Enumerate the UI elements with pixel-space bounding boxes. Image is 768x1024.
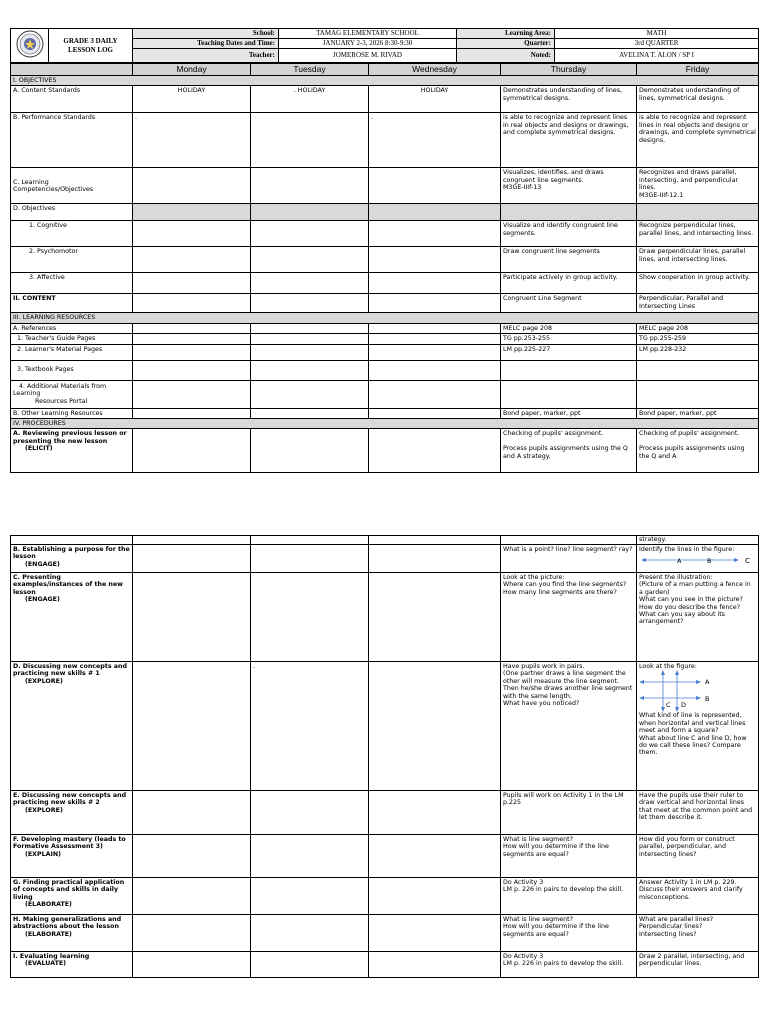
row-label [11, 952, 133, 978]
fig-d-label-d: D [681, 701, 687, 710]
row-d-objectives [11, 204, 759, 221]
fig-label-c: C [745, 557, 750, 566]
fri-a2: Process pupils assignments using the Q and A [639, 445, 745, 460]
cell-friday: Show cooperation in group activity. [637, 273, 759, 294]
cell-friday: Present the illustration: (Picture of a man putting a fence in a garden) What can you see in the picture? How do you describe the fence? What can you say about its arrangement? [637, 573, 759, 662]
cell-wednesday [369, 360, 501, 380]
row-content-standards [11, 86, 759, 113]
proc-b-sub: (ENGAGE) [25, 560, 60, 568]
thu-a1: Checking of pupils' assignment. [503, 430, 604, 438]
row-label: A. Content Standards [11, 86, 133, 113]
cell-thursday: Do Activity 3 LM p. 226 in pairs to develop the skill. [501, 952, 637, 978]
row-proc-e [11, 791, 759, 835]
proc-e-label: E. Discussing new concepts and practicing new skills # 2 [13, 792, 127, 807]
cell-wednesday [369, 573, 501, 662]
cell-friday: Draw 2 parallel, intersecting, and perpendicular lines. [637, 952, 759, 978]
friday-code: M3GE-IIIf-12.1 [639, 191, 684, 199]
title-line-2: LESSON LOG [68, 45, 113, 54]
row-proc-a [11, 429, 759, 473]
proc-e-sub: (EXPLORE) [25, 806, 63, 814]
area-value: MATH [555, 29, 759, 39]
row-label [11, 878, 133, 915]
cell-friday [637, 168, 759, 204]
cell-tuesday [251, 545, 369, 573]
row-label: B. Other Learning Resources [11, 408, 133, 418]
row-other-resources [11, 408, 759, 418]
cell-thursday [501, 429, 637, 473]
cell-monday [133, 835, 251, 878]
shade [637, 204, 759, 221]
cell-tuesday [251, 878, 369, 915]
row-label [11, 380, 133, 408]
row-label: A. References [11, 323, 133, 333]
row-competencies [11, 168, 759, 204]
row-label [11, 791, 133, 835]
cell-wednesday [369, 915, 501, 952]
perpendicular-lines-figure [639, 670, 755, 712]
cell-tuesday [251, 168, 369, 204]
cell-tuesday [251, 915, 369, 952]
proc-d-label: D. Discussing new concepts and practicing new skills # 1 [13, 663, 128, 678]
proc-b-label: B. Establishing a purpose for the lesson [13, 546, 130, 561]
cell-monday [133, 573, 251, 662]
corner-cell [11, 64, 133, 76]
lesson-log-title [49, 29, 133, 63]
row-cognitive [11, 221, 759, 247]
row-label: II. CONTENT [11, 294, 133, 313]
row-proc-c [11, 573, 759, 662]
fig-label-b: B [707, 557, 712, 566]
fig-d-label-a: A [705, 678, 710, 687]
noted-label: Noted: [457, 49, 555, 63]
row-label [11, 545, 133, 573]
cell-thursday [501, 168, 637, 204]
cell-monday [133, 380, 251, 408]
header-table [10, 28, 759, 63]
cell-thursday: Bond paper, marker, ppt [501, 408, 637, 418]
fri-a1: Checking of pupils' assignment. [639, 430, 740, 438]
row-continuation [11, 536, 759, 545]
cell-friday: Bond paper, marker, ppt [637, 408, 759, 418]
dates-value: JANUARY 2-3, 2026 8:30-9:30 [279, 39, 457, 49]
cell-thursday: Do Activity 3 LM p. 226 in pairs to develop the skill. [501, 878, 637, 915]
dates-label: Teaching Dates and Time: [133, 39, 279, 49]
cell-thursday: Draw congruent line segments [501, 247, 637, 273]
cell-thursday: MELC page 208 [501, 323, 637, 333]
cell-thursday: Have pupils work in pairs. (One partner draws a line segment the other will measure the line segment. Then he/she draws another line segment with the same length. What have you noticed? [501, 662, 637, 791]
cell-monday [133, 294, 251, 313]
area-label: Learning Area: [457, 29, 555, 39]
cell-tuesday [251, 113, 369, 168]
cell-monday [133, 791, 251, 835]
cell-thursday: is able to recognize and represent lines in real objects and designs or drawings, and complete symmetrical designs. [501, 113, 637, 168]
row-label [11, 835, 133, 878]
cell-wednesday [369, 952, 501, 978]
row-additional-materials [11, 380, 759, 408]
proc-a-sub: (ELICIT) [25, 445, 53, 453]
cell-monday [133, 429, 251, 473]
row-proc-f [11, 835, 759, 878]
day-thursday: Thursday [501, 64, 637, 76]
proc-i-sub: (EVALUATE) [25, 960, 67, 968]
day-monday: Monday [133, 64, 251, 76]
cell-friday [637, 429, 759, 473]
cell-monday [133, 408, 251, 418]
row-learners-material [11, 344, 759, 360]
cell-thursday: Pupils will work on Activity 1 in the LM p.225 [501, 791, 637, 835]
cell-friday: Recognize perpendicular lines, parallel lines, and intersecting lines. [637, 221, 759, 247]
cell-tuesday [251, 323, 369, 333]
cell-monday [133, 545, 251, 573]
deped-seal [11, 29, 49, 63]
title-line-1: GRADE 3 DAILY [63, 36, 118, 45]
cell-label [11, 536, 133, 545]
day-friday: Friday [637, 64, 759, 76]
cell-tuesday [251, 952, 369, 978]
cell-wednesday: HOLIDAY [369, 86, 501, 113]
cell-friday: TG pp.255-259 [637, 334, 759, 344]
cell-monday [133, 247, 251, 273]
cell-wednesday [369, 323, 501, 333]
proc-h-label: H. Making generalizations and abstractions about the lesson [13, 916, 122, 931]
additional-label-1: 4. Additional Materials from Learning [13, 383, 107, 398]
school-value: TAMAG ELEMENTARY SCHOOL [279, 29, 457, 39]
cell-thursday [501, 360, 637, 380]
quarter-label: Quarter: [457, 39, 555, 49]
cell-wednesday: . [369, 113, 501, 168]
row-proc-b [11, 545, 759, 573]
friday-competency: Recognizes and draws parallel, intersecting, and perpendicular lines. [639, 169, 739, 192]
cell-wednesday [369, 221, 501, 247]
cell-thursday: What is line segment? How will you determine if the line segments are equal? [501, 915, 637, 952]
days-header-row [11, 64, 759, 76]
additional-label-2: Resources Portal [35, 397, 88, 405]
thursday-competency: Visualizes, identifies, and draws congruent line segments. [503, 169, 604, 184]
page-1 [10, 28, 758, 473]
cell-monday [133, 334, 251, 344]
cell-friday: LM pp.228-232 [637, 344, 759, 360]
cell-tuesday [251, 429, 369, 473]
cell-wednesday [369, 662, 501, 791]
proc-g-label: G. Finding practical application of concepts and skills in daily living [13, 879, 125, 901]
section-procedures [11, 419, 759, 429]
row-content [11, 294, 759, 313]
row-label [11, 573, 133, 662]
cell-tuesday: . HOLIDAY [251, 86, 369, 113]
line-figure-abc [639, 555, 755, 565]
proc-i-label: I. Evaluating learning [13, 953, 90, 960]
cell-thursday [501, 380, 637, 408]
cell-monday [133, 273, 251, 294]
row-performance-standards [11, 113, 759, 168]
fig-d-label-c: C [666, 701, 671, 710]
cell-friday: MELC page 208 [637, 323, 759, 333]
page-2 [10, 535, 758, 978]
cell-wednesday [369, 545, 501, 573]
cell-tuesday [251, 360, 369, 380]
cell-thursday: Visualize and identify congruent line segments. [501, 221, 637, 247]
row-label [11, 429, 133, 473]
cell-friday: Have the pupils use their ruler to draw vertical and horizontal lines that meet at the common point and let them describe it. [637, 791, 759, 835]
cell-thursday: What is line segment? How will you determine if the line segments are equal? [501, 835, 637, 878]
proc-f-label: F. Developing mastery (leads to Formative Assessment 3) [13, 836, 126, 851]
row-proc-h [11, 915, 759, 952]
day-tuesday: Tuesday [251, 64, 369, 76]
teacher-label: Teacher: [133, 49, 279, 63]
cell-tuesday [251, 221, 369, 247]
cell-tuesday [251, 344, 369, 360]
cell-friday: What are parallel lines? Perpendicular lines? Intersecting lines? [637, 915, 759, 952]
cell-friday: Perpendicular, Parallel and Intersecting Lines [637, 294, 759, 313]
row-affective [11, 273, 759, 294]
cell-friday: Demonstrates understanding of lines, symmetrical designs. [637, 86, 759, 113]
cell-monday [133, 536, 251, 545]
cell-friday [637, 545, 759, 573]
fig-label-a: A [677, 557, 682, 566]
teacher-value: JOMEROSE M. RIVAD [279, 49, 457, 63]
cell-friday [637, 662, 759, 791]
cell-wednesday [369, 344, 501, 360]
cell-wednesday [369, 408, 501, 418]
cell-thursday: What is a point? line? line segment? ray? [501, 545, 637, 573]
cell-tuesday [251, 791, 369, 835]
cell-thursday: Look at the picture: Where can you find the line segments? How many line segments are there? [501, 573, 637, 662]
cell-thursday: TG pp.253-255 [501, 334, 637, 344]
proc-h-sub: (ELABORATE) [25, 930, 72, 938]
cell-wednesday [369, 380, 501, 408]
cell-wednesday [369, 294, 501, 313]
shade [369, 204, 501, 221]
proc-c-label: C. Presenting examples/instances of the new lesson [13, 574, 123, 596]
row-teachers-guide [11, 334, 759, 344]
row-references [11, 323, 759, 333]
cell-tuesday [251, 536, 369, 545]
cell-tuesday [251, 294, 369, 313]
row-proc-g [11, 878, 759, 915]
row-proc-d [11, 662, 759, 791]
cell-wednesday [369, 536, 501, 545]
quarter-value: 3rd QUARTER [555, 39, 759, 49]
cell-wednesday [369, 791, 501, 835]
row-proc-i [11, 952, 759, 978]
row-label: 3. Affective [11, 273, 133, 294]
cell-monday [133, 221, 251, 247]
cell-wednesday [369, 247, 501, 273]
resources-heading: III. LEARNING RESOURCES [11, 313, 759, 323]
section-resources [11, 313, 759, 323]
shade [501, 204, 637, 221]
cell-monday [133, 878, 251, 915]
shade [133, 204, 251, 221]
noted-value: AVELINA T. ALON / SP I [555, 49, 759, 63]
cell-friday: Draw perpendicular lines, parallel lines, and intersecting lines. [637, 247, 759, 273]
cell-monday [133, 662, 251, 791]
cell-monday [133, 323, 251, 333]
row-label: C. Learning Competencies/Objectives [11, 168, 133, 204]
cell-tuesday: . [251, 662, 369, 791]
cell-friday: How did you form or construct parallel, perpendicular, and intersecting lines? [637, 835, 759, 878]
school-label: School: [133, 29, 279, 39]
proc-d-sub: (EXPLORE) [25, 677, 63, 685]
fri-d-bottom: What kind of line is represented, when horizontal and vertical lines meet and form a square? What about line C and line D, how do we call these lines? Compare them. [639, 712, 747, 757]
shade [251, 204, 369, 221]
thu-a2: Process pupils assignments using the Q and A strategy. [503, 445, 628, 460]
row-label: 2. Psychomotor [11, 247, 133, 273]
fri-b-text: Identify the lines in the figure: [639, 546, 735, 553]
fri-d-top: Look at the figure: [639, 663, 697, 670]
cell-thursday [501, 536, 637, 545]
thursday-code: M3GE-IIIf-13 [503, 184, 542, 192]
cell-tuesday [251, 334, 369, 344]
cell-thursday: Demonstrates understanding of lines, symmetrical designs. [501, 86, 637, 113]
cell-monday [133, 360, 251, 380]
cell-tuesday [251, 573, 369, 662]
cell-friday [637, 360, 759, 380]
proc-a-label: A. Reviewing previous lesson or presenting the new lesson [13, 430, 127, 445]
cell-friday [637, 380, 759, 408]
procedures-heading: IV. PROCEDURES [11, 419, 759, 429]
lesson-table-page-2 [10, 535, 759, 978]
row-label: 2. Learner's Material Pages [11, 344, 133, 360]
row-label: B. Performance Standards [11, 113, 133, 168]
cell-thursday: Congruent Line Segment [501, 294, 637, 313]
d-objectives-label: D. Objectives [11, 204, 133, 221]
row-label [11, 915, 133, 952]
proc-g-sub: (ELABORATE) [25, 901, 72, 909]
cell-tuesday [251, 408, 369, 418]
cell-tuesday [251, 380, 369, 408]
proc-f-sub: (EXPLAIN) [25, 850, 62, 858]
cell-monday [133, 344, 251, 360]
row-label: 1. Cognitive [11, 221, 133, 247]
cell-tuesday [251, 247, 369, 273]
cell-friday: is able to recognize and represent lines in real objects and designs or drawings, and complete symmetrical designs. [637, 113, 759, 168]
cell-wednesday [369, 168, 501, 204]
cell-monday: . [133, 113, 251, 168]
row-label [11, 662, 133, 791]
row-label: 3. Textbook Pages [11, 360, 133, 380]
section-objectives [11, 76, 759, 86]
objectives-heading: I. OBJECTIVES [11, 76, 759, 86]
proc-c-sub: (ENGAGE) [25, 596, 60, 604]
cell-wednesday [369, 273, 501, 294]
cell-friday: Answer Activity 1 in LM p. 229. Discuss their answers and clarify misconceptions. [637, 878, 759, 915]
cell-monday [133, 952, 251, 978]
day-wednesday: Wednesday [369, 64, 501, 76]
cell-thursday: Participate actively in group activity. [501, 273, 637, 294]
cell-monday [133, 168, 251, 204]
cell-wednesday [369, 429, 501, 473]
cell-tuesday [251, 273, 369, 294]
lesson-table-page-1 [10, 63, 759, 473]
cell-wednesday [369, 334, 501, 344]
row-textbook [11, 360, 759, 380]
cell-tuesday [251, 835, 369, 878]
fig-d-label-b: B [705, 695, 710, 704]
cell-monday: HOLIDAY [133, 86, 251, 113]
row-label: 1. Teacher's Guide Pages [11, 334, 133, 344]
row-psychomotor [11, 247, 759, 273]
cell-wednesday [369, 878, 501, 915]
cell-wednesday [369, 835, 501, 878]
cell-thursday: LM pp.225-227 [501, 344, 637, 360]
cell-friday: strategy. [637, 536, 759, 545]
cell-monday [133, 915, 251, 952]
